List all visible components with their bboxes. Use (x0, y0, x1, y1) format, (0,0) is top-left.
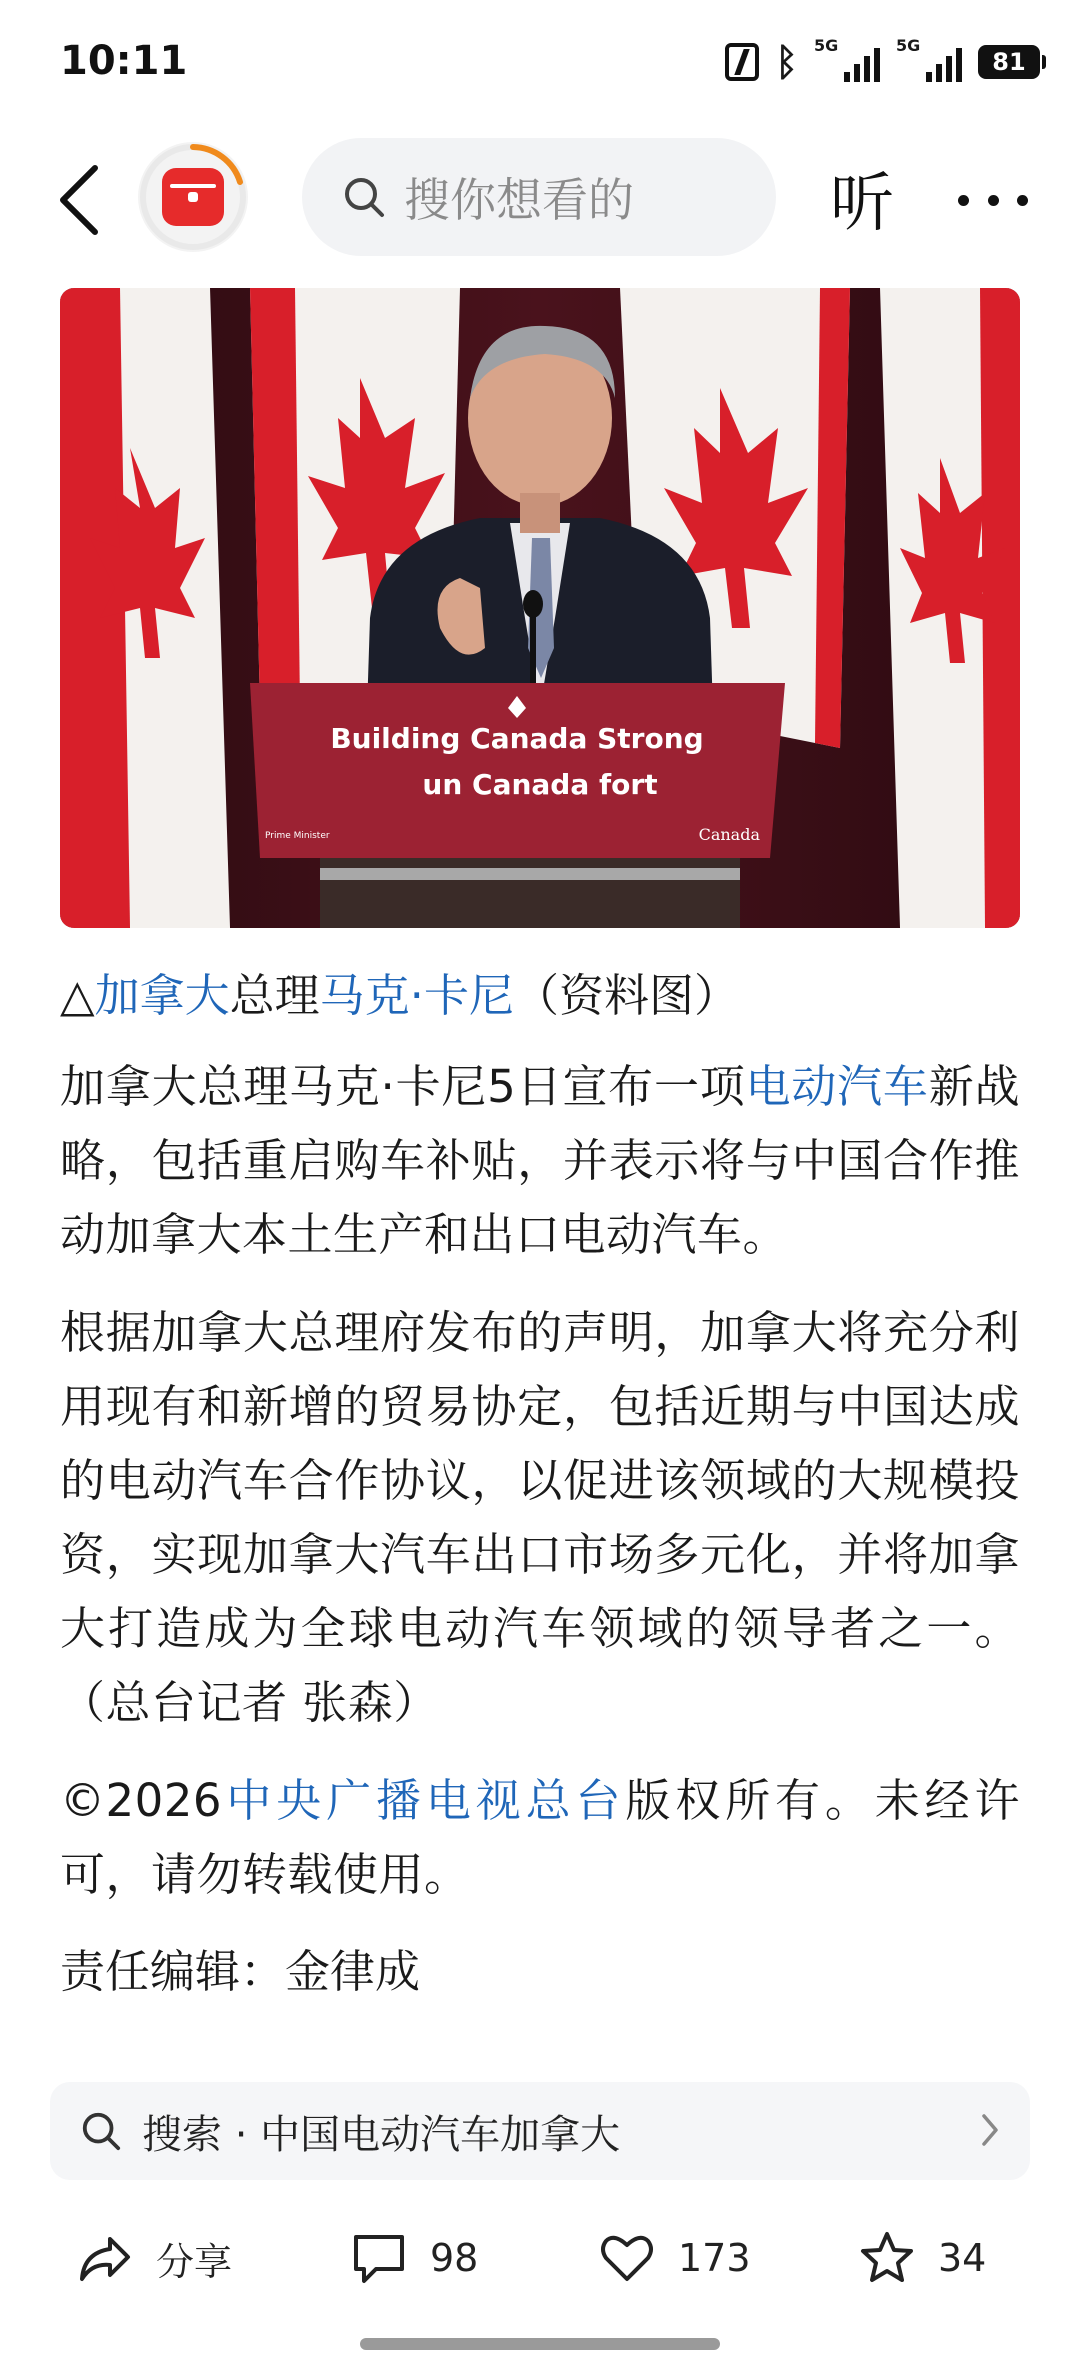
comments-count: 98 (430, 2236, 479, 2280)
share-icon (76, 2229, 134, 2287)
article-body (60, 960, 1020, 2008)
top-nav (0, 130, 1080, 270)
caption-triangle: △ (60, 969, 95, 1022)
search-placeholder: 搜你想看的 (404, 173, 634, 227)
related-search-text: 搜索 · 中国电动汽车加拿大 (142, 2111, 621, 2158)
signal-icon (814, 36, 880, 82)
app-logo[interactable] (138, 142, 248, 252)
share-button[interactable] (76, 2226, 232, 2290)
like-button[interactable] (598, 2226, 751, 2290)
share-label: 分享 (156, 2239, 233, 2284)
flag-left (60, 288, 230, 928)
paragraph-text: 新战略，包括重启购车补贴，并表示将与中国合作推动加拿大本土生产和出口电动汽车。 (60, 1060, 1020, 1261)
back-button[interactable] (44, 160, 114, 240)
responsible-editor: 责任编辑：金律成 (60, 1945, 421, 1998)
related-search-bar[interactable] (50, 2082, 1030, 2180)
status-bar (0, 0, 1080, 120)
app-logo-mark (162, 168, 224, 226)
chevron-left-icon (55, 164, 103, 236)
copyright-text: 版权所有。未经许可，请勿转载使用。 (60, 1774, 1020, 1901)
paragraph-2: 根据加拿大总理府发布的声明，加拿大将充分利用现有和新增的贸易协定，包括近期与中国达成的电动汽车合作协议，以促进该领域的大规模投资，实现加拿大汽车出口市场多元化，并将加拿大打造成为全球电动汽车领域的领导者之一。（总台记者 张森） (60, 1306, 1020, 1729)
search-icon (342, 175, 386, 219)
paragraph-1 (60, 1050, 1020, 1272)
star-icon (858, 2229, 916, 2287)
article-hero-image[interactable] (60, 288, 1020, 928)
favorite-button[interactable] (858, 2226, 986, 2290)
caption-text: 总理 (229, 969, 320, 1022)
status-time: 10:11 (60, 38, 188, 84)
more-options-icon[interactable] (958, 160, 1028, 240)
paragraph-text: 加拿大总理马克·卡尼5日宣布一项 (60, 1060, 746, 1113)
signal-icon (896, 36, 962, 82)
podium (250, 683, 785, 928)
bottom-action-bar (0, 2208, 1080, 2308)
caption-link-carney[interactable]: 马克·卡尼 (319, 969, 514, 1022)
search-icon (80, 2110, 122, 2152)
caption-link-canada[interactable]: 加拿大 (94, 969, 230, 1022)
chevron-right-icon (978, 2110, 1002, 2150)
flag-right (880, 288, 1020, 928)
bluetooth-icon: ᛒ (775, 40, 798, 84)
nfc-icon (725, 43, 759, 81)
battery-icon: 81 (978, 45, 1040, 79)
comment-icon (350, 2229, 408, 2287)
copyright-text: ©2026 (60, 1774, 223, 1827)
podium-small-text: Prime Minister (265, 831, 330, 841)
comments-button[interactable] (350, 2226, 478, 2290)
likes-count: 173 (678, 2236, 751, 2280)
caption-suffix: （资料图） (513, 969, 739, 1022)
favorites-count: 34 (938, 2236, 987, 2280)
link-cctv[interactable]: 中央广播电视总台 (222, 1774, 626, 1827)
signal-label: 5G (814, 36, 839, 55)
copyright-notice (60, 1764, 1020, 1912)
status-icons (725, 36, 1040, 84)
podium-line-1: Building Canada Strong (330, 722, 704, 755)
home-indicator[interactable] (360, 2338, 720, 2350)
search-input[interactable] (302, 138, 776, 256)
podium-line-2: un Canada fort (422, 768, 658, 801)
podium-wordmark: Canada (698, 825, 760, 844)
heart-icon (598, 2229, 656, 2287)
image-caption (60, 960, 1020, 1032)
press-conference-photo (60, 288, 1020, 928)
signal-label: 5G (896, 36, 921, 55)
listen-button[interactable]: 听 (830, 167, 894, 241)
link-electric-vehicle[interactable]: 电动汽车 (745, 1060, 929, 1113)
